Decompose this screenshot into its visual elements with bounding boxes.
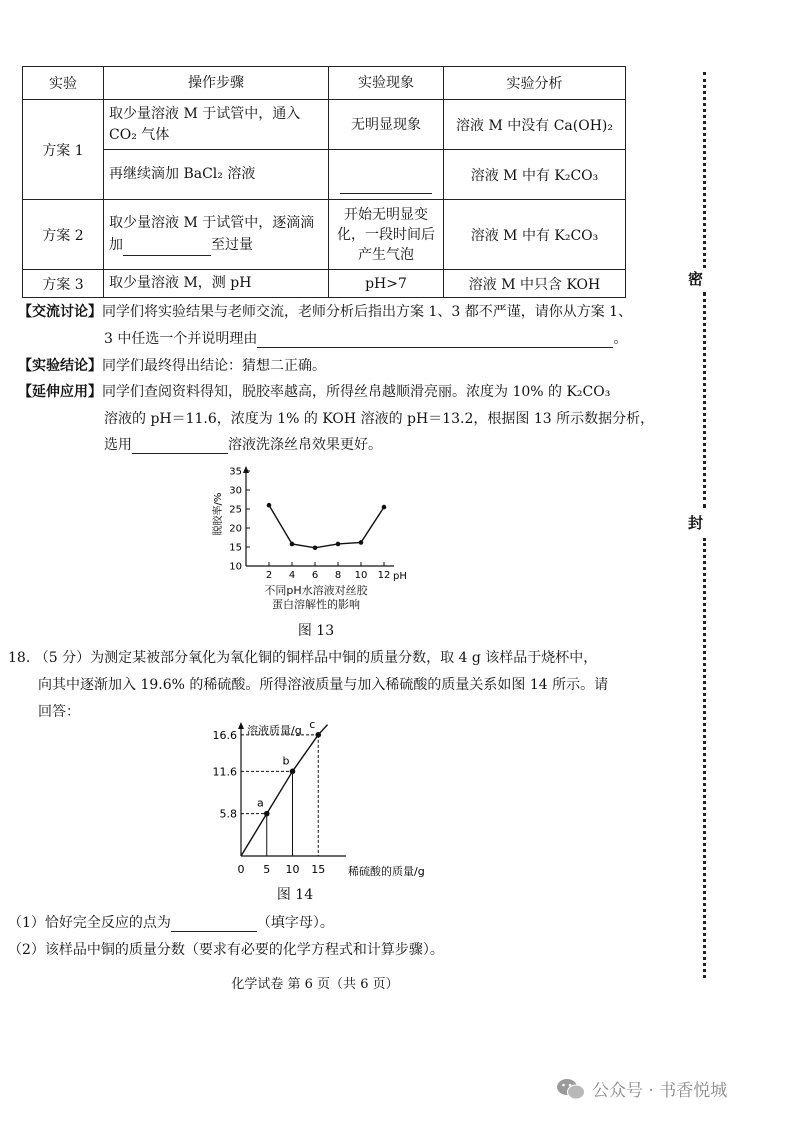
reason-blank[interactable]: [257, 331, 613, 348]
watermark-text: 公众号 · 书香悦城: [592, 1081, 728, 1101]
q18-line1: 18. （5 分）为测定某被部分氧化为氧化铜的铜样品中铜的质量分数，取 4 g 该样品于烧杯中，: [8, 650, 598, 666]
header-steps: 操作步骤: [104, 67, 329, 100]
header-phenomenon: 实验现象: [329, 67, 444, 100]
fig14-point-label: c: [309, 718, 316, 731]
seal-mark-top: 密: [688, 270, 704, 288]
extension-line1: [18, 381, 610, 401]
q18-line2: 向其中逐渐加入 19.6% 的稀硫酸。所得溶液质量与加入稀硫酸的质量关系如图 14 所示。请: [38, 677, 609, 693]
seal-dotted-line: [703, 292, 706, 508]
fig14-point: [290, 769, 296, 775]
fig14-point-label: b: [282, 754, 290, 768]
plan2-name: 方案 2: [23, 200, 104, 270]
plan3-step: 取少量溶液 M，测 pH: [104, 270, 329, 298]
extension-tag: 【延伸应用】: [18, 384, 102, 400]
plan1-phenomenon2-blank[interactable]: [329, 150, 444, 200]
sub1-line: [8, 912, 334, 932]
sub1-text-b: （填字母）。: [256, 915, 334, 931]
fig13-xlabel: pH: [393, 571, 407, 582]
fig14-y-tick-label: 5.8: [219, 807, 237, 821]
fig13-x-tick-label: 12: [377, 570, 391, 581]
header-experiment: 实验: [23, 67, 104, 100]
solution-blank[interactable]: [132, 437, 228, 454]
fig13-x-tick-label: 8: [334, 570, 342, 581]
fig14-label: 图 14: [276, 887, 314, 903]
extension-text1: 同学们查阅资料得知，脱胶率越高，所得丝帛越顺滑亮丽。浓度为 10% 的 K₂CO₃: [102, 384, 611, 400]
conclusion-text: 同学们最终得出结论：猜想二正确。: [102, 358, 326, 374]
sub1-text-a: （1）恰好完全反应的点为: [8, 915, 171, 931]
fig13-label: 图 13: [297, 623, 335, 639]
discussion-tag: 【交流讨论】: [18, 304, 102, 320]
fig13-x-tick-label: 4: [288, 570, 296, 581]
fig14-y-arrow: [238, 722, 244, 729]
fig14-ylabel: 溶液质量/g: [247, 724, 302, 737]
fig14-point-label: a: [257, 796, 264, 810]
fig14-chart: [210, 718, 460, 880]
plan1-phenomenon1: 无明显现象: [329, 100, 444, 150]
fig13-point: [336, 542, 341, 547]
plan1-analysis1: 溶液 M 中没有 Ca(OH)₂: [444, 100, 626, 150]
discussion-text2: 3 中任选一个并说明理由: [104, 331, 258, 347]
extension-text3b: 溶液洗涤丝帛效果更好。: [228, 437, 382, 453]
seal-dotted-line: [703, 72, 706, 268]
fig13-x-tick-label: 2: [265, 570, 273, 581]
seal-dotted-line: [703, 538, 706, 978]
table-row: [23, 200, 626, 270]
fig14-series-segment: [267, 771, 293, 813]
extension-text3a: 选用: [104, 437, 132, 453]
fig13-point: [382, 505, 387, 510]
fig13-y-tick-label: 20: [229, 523, 242, 535]
fig14-point: [315, 732, 321, 738]
fig13-point: [290, 542, 295, 547]
conclusion-line: [18, 355, 326, 375]
discussion-line2: [104, 328, 627, 348]
fig13-y-tick-label: 35: [229, 466, 242, 478]
plan1-step1: 取少量溶液 M 于试管中，通入 CO₂ 气体: [104, 100, 329, 150]
fig13-chart: [206, 462, 416, 584]
discussion-line1: [18, 301, 632, 321]
fig13-x-tick-label: 6: [311, 570, 319, 581]
plan3-phenomenon: pH>7: [329, 270, 444, 298]
fig13-ylabel: 脱胶率/%: [213, 492, 224, 536]
fig14-x-tick-label: 0: [237, 863, 245, 876]
fig13-point: [267, 503, 272, 508]
plan1-name: 方案 1: [23, 100, 104, 200]
experiment-table: [22, 66, 626, 298]
sub2-line: （2）该样品中铜的质量分数（要求有必要的化学方程式和计算步骤）。: [8, 942, 444, 958]
watermark: [556, 1076, 727, 1101]
plan2-step: [104, 200, 329, 270]
fig13-caption-line2: 蛋白溶解性的影响: [272, 598, 360, 611]
extension-line3: [104, 434, 382, 454]
plan2-analysis: 溶液 M 中有 K₂CO₃: [444, 200, 626, 270]
fig14-series-segment: [293, 735, 319, 772]
plan2-step-a: 取少量溶液 M 于试管中，逐滴滴: [109, 215, 315, 231]
plan1-analysis2: 溶液 M 中有 K₂CO₃: [444, 150, 626, 200]
fig14-x-tick-label: 10: [285, 863, 300, 876]
table-row: [23, 150, 626, 200]
q18-line3: 回答：: [38, 704, 80, 720]
plan2-step-b1: 加: [109, 237, 123, 253]
fig13-caption: [226, 584, 406, 612]
answer-blank[interactable]: [340, 155, 432, 194]
plan3-name: 方案 3: [23, 270, 104, 298]
plan2-step-b2: 至过量: [211, 237, 253, 253]
fig13-y-arrow: [243, 466, 249, 473]
fig13-y-tick-label: 10: [229, 561, 242, 573]
fig13-point: [313, 545, 318, 550]
table-row: [23, 100, 626, 150]
table-header-row: [23, 67, 626, 100]
plan3-analysis: 溶液 M 中只含 KOH: [444, 270, 626, 298]
fig14-x-tick-label: 15: [311, 863, 326, 876]
fig14-series-segment: [241, 814, 267, 856]
fig14-y-tick-label: 11.6: [212, 765, 237, 779]
fig13-x-tick-label: 10: [354, 570, 368, 581]
fig13-caption-line1: 不同pH水溶液对丝胶: [264, 584, 368, 597]
fig13-point: [359, 540, 364, 545]
page-footer: 化学试卷 第 6 页（共 6 页）: [231, 977, 399, 992]
fig14-xlabel: 稀硫酸的质量/g: [348, 865, 425, 878]
point-blank[interactable]: [171, 915, 257, 932]
fig14-y-tick-label: 16.6: [212, 728, 237, 742]
conclusion-tag: 【实验结论】: [18, 358, 102, 374]
extension-line2: 溶液的 pH＝11.6，浓度为 1% 的 KOH 溶液的 pH＝13.2，根据图 13 所示数据分析，: [104, 411, 655, 427]
fig13-series-line: [269, 505, 384, 548]
plan2-phenomenon: 开始无明显变化，一段时间后产生气泡: [329, 200, 444, 270]
fig14-x-tick-label: 5: [263, 863, 271, 876]
wechat-icon: [556, 1077, 586, 1101]
fig13-y-tick-label: 30: [229, 485, 242, 497]
reagent-blank[interactable]: [123, 234, 211, 256]
plan1-step2: 再继续滴加 BaCl₂ 溶液: [104, 150, 329, 200]
fig13-y-tick-label: 15: [229, 542, 242, 554]
table-row: [23, 270, 626, 298]
fig13-y-tick-label: 25: [229, 504, 242, 516]
seal-mark-bottom: 封: [688, 514, 704, 532]
header-analysis: 实验分析: [444, 67, 626, 100]
discussion-end: 。: [613, 331, 628, 347]
discussion-text1: 同学们将实验结果与老师交流，老师分析后指出方案 1、3 都不严谨，请你从方案 1、: [102, 304, 633, 320]
fig14-point: [264, 811, 270, 817]
